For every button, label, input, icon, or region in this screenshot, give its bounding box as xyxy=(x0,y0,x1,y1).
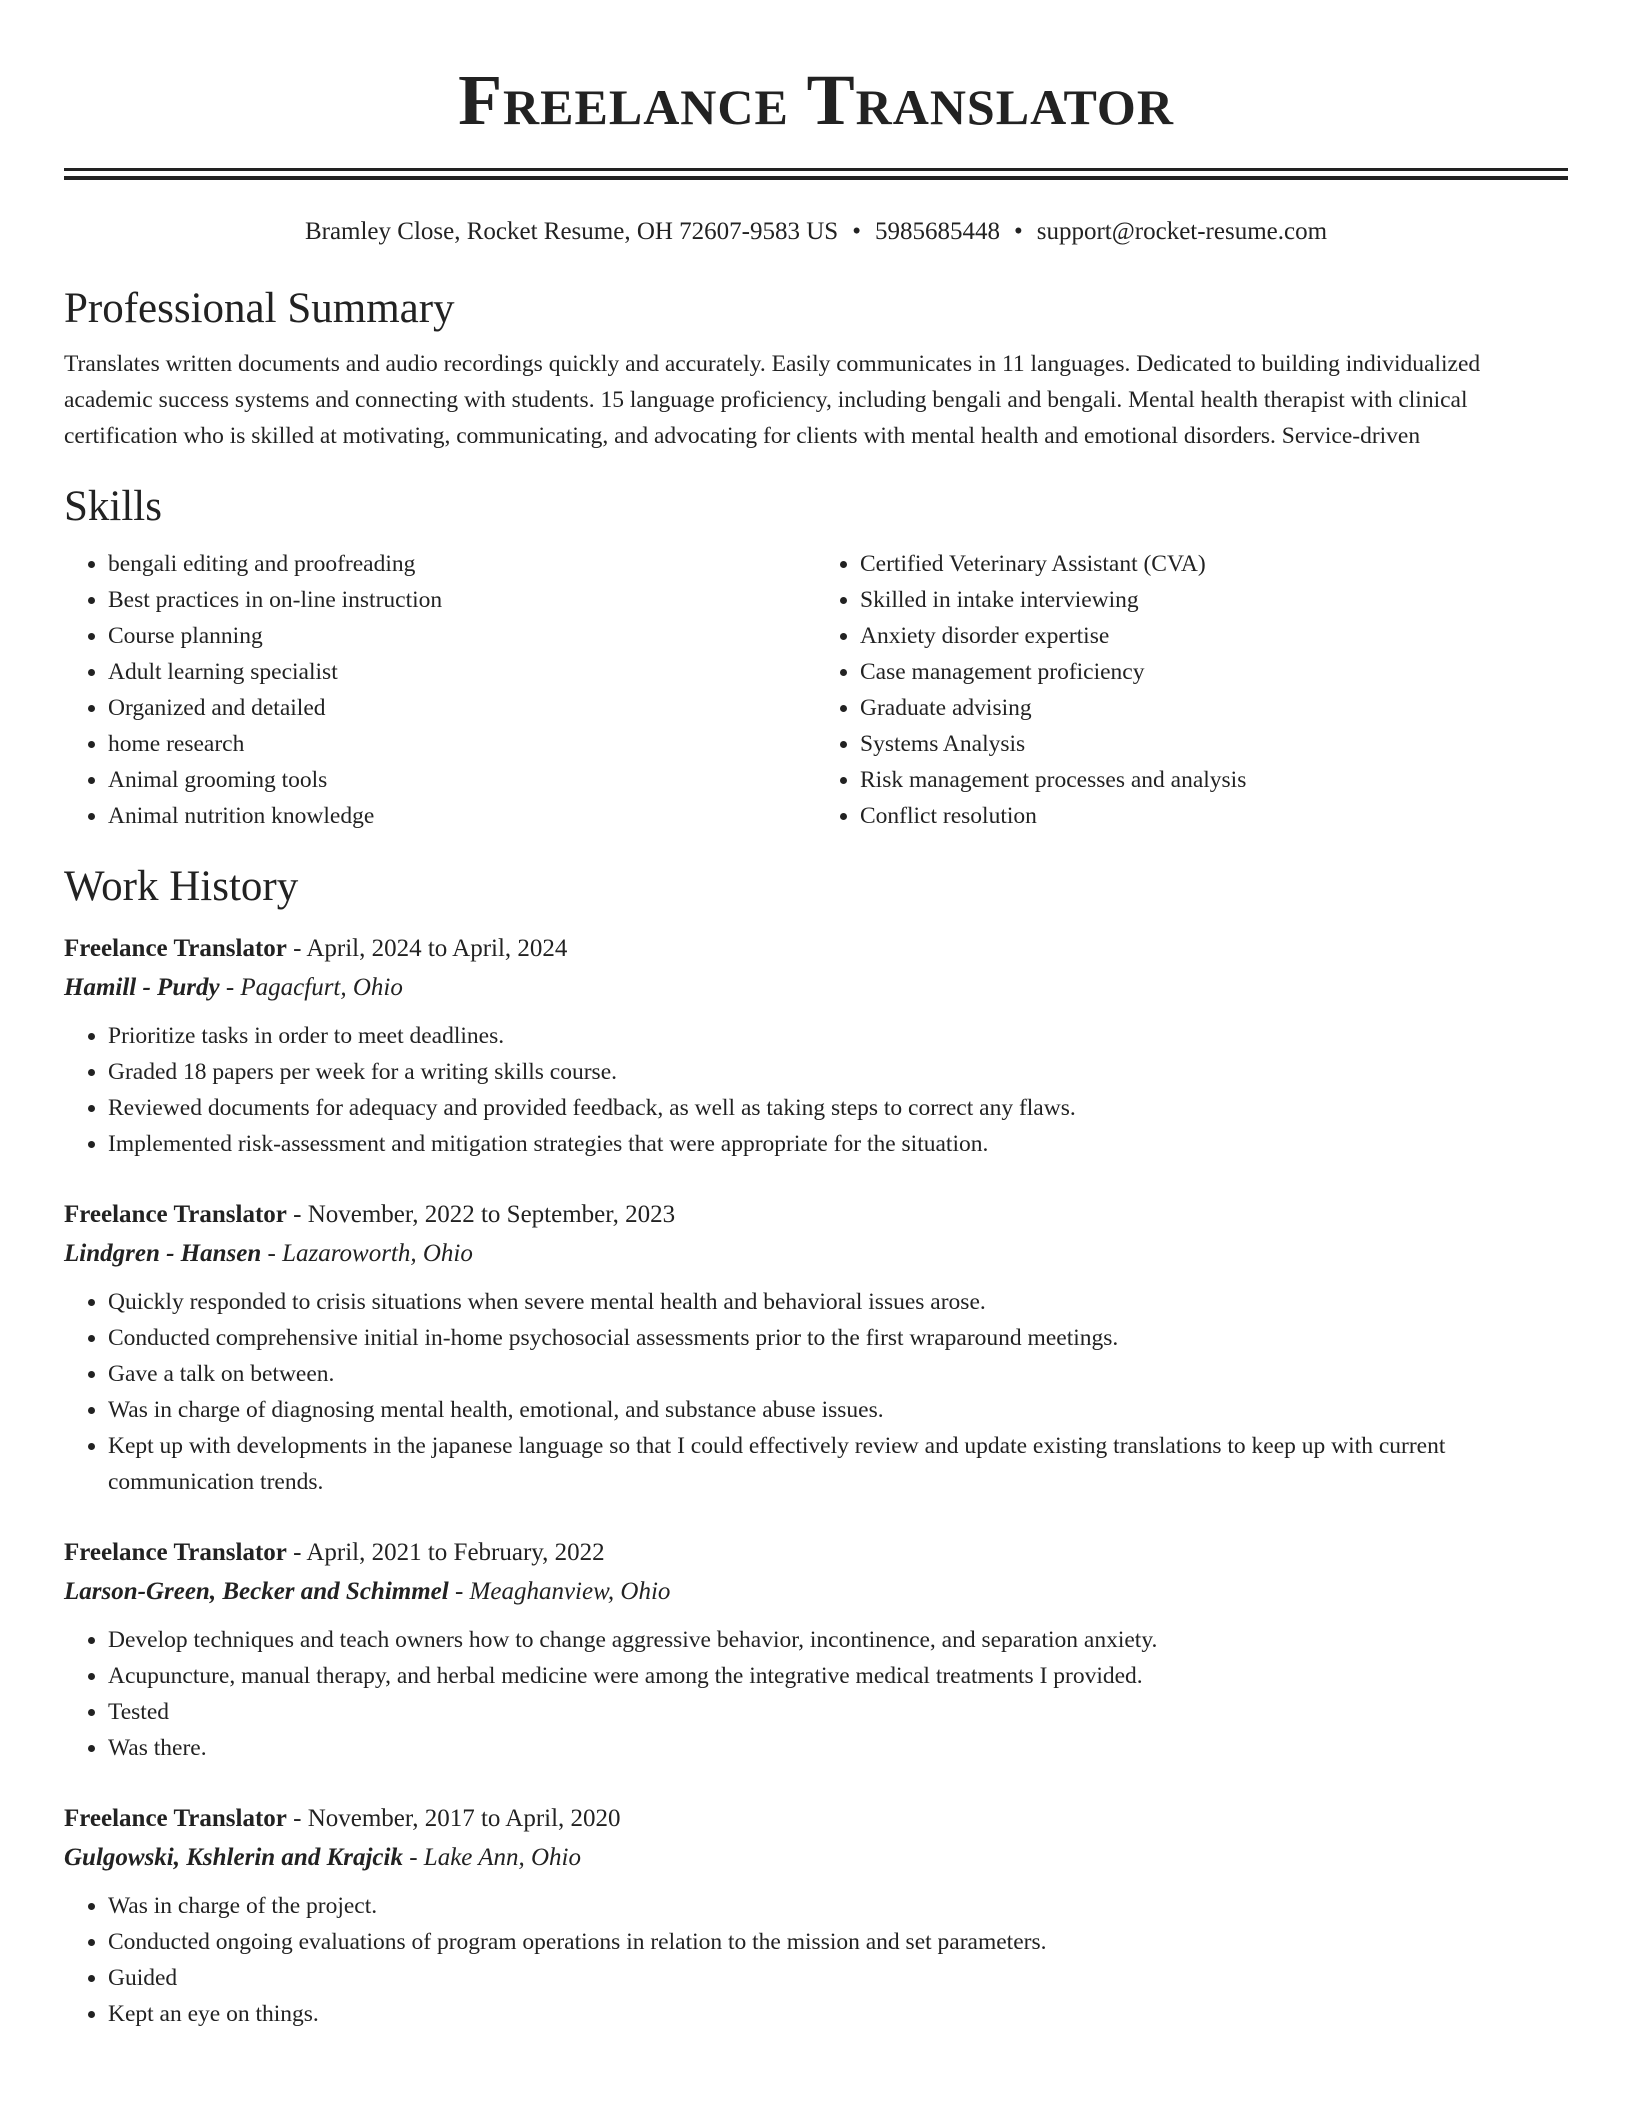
job-dates: - November, 2022 to September, 2023 xyxy=(286,1201,676,1228)
job-location: - Lake Ann, Ohio xyxy=(402,1844,581,1871)
job-title: Freelance Translator xyxy=(64,1805,287,1832)
job-header xyxy=(64,1534,1568,1572)
job-title: Freelance Translator xyxy=(64,1539,287,1566)
job-location: - Pagacfurt, Ohio xyxy=(219,974,403,1001)
skill-item: • Systems Analysis xyxy=(860,726,1568,762)
skills-columns xyxy=(64,546,1568,834)
job-bullet: • Kept an eye on things. xyxy=(108,1996,1568,2032)
job-header xyxy=(64,1800,1568,1838)
contact-line xyxy=(64,216,1568,248)
job-company-line xyxy=(64,1572,1568,1612)
contact-separator: • xyxy=(1013,218,1023,245)
job-bullet: • Conducted ongoing evaluations of program operations in relation to the mission and set parameters. xyxy=(108,1924,1568,1960)
job-header xyxy=(64,1196,1568,1234)
job-entry xyxy=(64,1196,1568,1500)
job-dates: - April, 2021 to February, 2022 xyxy=(286,1539,605,1566)
contact-separator: • xyxy=(852,218,861,245)
skills-list-left xyxy=(64,546,816,834)
job-company-line xyxy=(64,1838,1568,1878)
skill-item: • Adult learning specialist xyxy=(108,654,816,690)
skill-item: • Organized and detailed xyxy=(108,690,816,726)
job-company: Lindgren - Hansen xyxy=(64,1240,262,1267)
job-company-line xyxy=(64,1234,1568,1274)
skill-item: • Animal grooming tools xyxy=(108,762,816,798)
job-title: Freelance Translator xyxy=(64,935,287,962)
skill-item: • Anxiety disorder expertise xyxy=(860,618,1568,654)
job-location: - Lazaroworth, Ohio xyxy=(261,1240,473,1267)
job-bullet: • Was there. xyxy=(108,1730,1568,1766)
job-bullets xyxy=(64,1018,1568,1162)
job-bullets xyxy=(64,1284,1568,1500)
summary-text: Translates written documents and audio recordings quickly and accurately. Easily communicates in 11 languages. Dedicated to building individualized academic success systems and connecting with students. 15 language proficiency, including bengali and bengali. Mental health therapist with clinical certification who is skilled at motivating, communicating, and advocating for clients with mental health and emotional disorders. Service-driven xyxy=(64,351,1481,449)
job-bullet: • Graded 18 papers per week for a writing skills course. xyxy=(108,1054,1568,1090)
skill-item: • home research xyxy=(108,726,816,762)
title-rule-top xyxy=(64,168,1568,171)
job-company-line xyxy=(64,968,1568,1008)
job-bullet: • Conducted comprehensive initial in-home psychosocial assessments prior to the first wraparound meetings. xyxy=(108,1320,1568,1356)
job-bullet: • Guided xyxy=(108,1960,1568,1996)
skill-item: • Best practices in on-line instruction xyxy=(108,582,816,618)
job-company: Hamill - Purdy xyxy=(64,974,220,1001)
skill-item: • Risk management processes and analysis xyxy=(860,762,1568,798)
contact-phone: 5985685448 xyxy=(874,218,1000,245)
skill-item: • Course planning xyxy=(108,618,816,654)
job-bullet: • Kept up with developments in the japanese language so that I could effectively review and update existing translations to keep up with current communication trends. xyxy=(108,1428,1568,1500)
skill-item: • Graduate advising xyxy=(860,690,1568,726)
job-bullet: • Acupuncture, manual therapy, and herbal medicine were among the integrative medical treatments I provided. xyxy=(108,1658,1568,1694)
job-bullet: • Implemented risk-assessment and mitigation strategies that were appropriate for the situation. xyxy=(108,1126,1568,1162)
contact-email: support@rocket-resume.com xyxy=(1036,218,1328,245)
job-entry xyxy=(64,1800,1568,2032)
work-history-heading: Work History xyxy=(64,863,299,910)
job-company: Gulgowski, Kshlerin and Krajcik xyxy=(64,1844,403,1871)
resume-title: Freelance Translator xyxy=(458,60,1174,140)
summary-heading: Professional Summary xyxy=(64,285,455,332)
job-bullet: • Quickly responded to crisis situations when severe mental health and behavioral issues arose. xyxy=(108,1284,1568,1320)
skill-item: • Conflict resolution xyxy=(860,798,1568,834)
skill-item: • bengali editing and proofreading xyxy=(108,546,816,582)
skill-item: • Skilled in intake interviewing xyxy=(860,582,1568,618)
job-entry xyxy=(64,930,1568,1162)
skill-item: • Animal nutrition knowledge xyxy=(108,798,816,834)
skill-item: • Case management proficiency xyxy=(860,654,1568,690)
contact-address: Bramley Close, Rocket Resume, OH 72607-9583 US xyxy=(304,218,839,245)
job-dates: - November, 2017 to April, 2020 xyxy=(286,1805,621,1832)
job-bullet: • Prioritize tasks in order to meet deadlines. xyxy=(108,1018,1568,1054)
job-company: Larson-Green, Becker and Schimmel xyxy=(64,1578,449,1605)
job-dates: - April, 2024 to April, 2024 xyxy=(286,935,568,962)
job-bullet: • Reviewed documents for adequacy and provided feedback, as well as taking steps to correct any flaws. xyxy=(108,1090,1568,1126)
job-bullet: • Was in charge of the project. xyxy=(108,1888,1568,1924)
job-bullet: • Gave a talk on between. xyxy=(108,1356,1568,1392)
job-entry xyxy=(64,1534,1568,1766)
job-bullets xyxy=(64,1888,1568,2032)
title-rule-bottom xyxy=(64,176,1568,180)
skills-list-right xyxy=(816,546,1568,834)
job-bullets xyxy=(64,1622,1568,1766)
skills-heading: Skills xyxy=(64,483,162,530)
job-title: Freelance Translator xyxy=(64,1201,287,1228)
job-location: - Meaghanview, Ohio xyxy=(448,1578,671,1605)
skill-item: • Certified Veterinary Assistant (CVA) xyxy=(860,546,1568,582)
job-header xyxy=(64,930,1568,968)
job-bullet: • Was in charge of diagnosing mental health, emotional, and substance abuse issues. xyxy=(108,1392,1568,1428)
job-bullet: • Develop techniques and teach owners how to change aggressive behavior, incontinence, and separation anxiety. xyxy=(108,1622,1568,1658)
job-bullet: • Tested xyxy=(108,1694,1568,1730)
